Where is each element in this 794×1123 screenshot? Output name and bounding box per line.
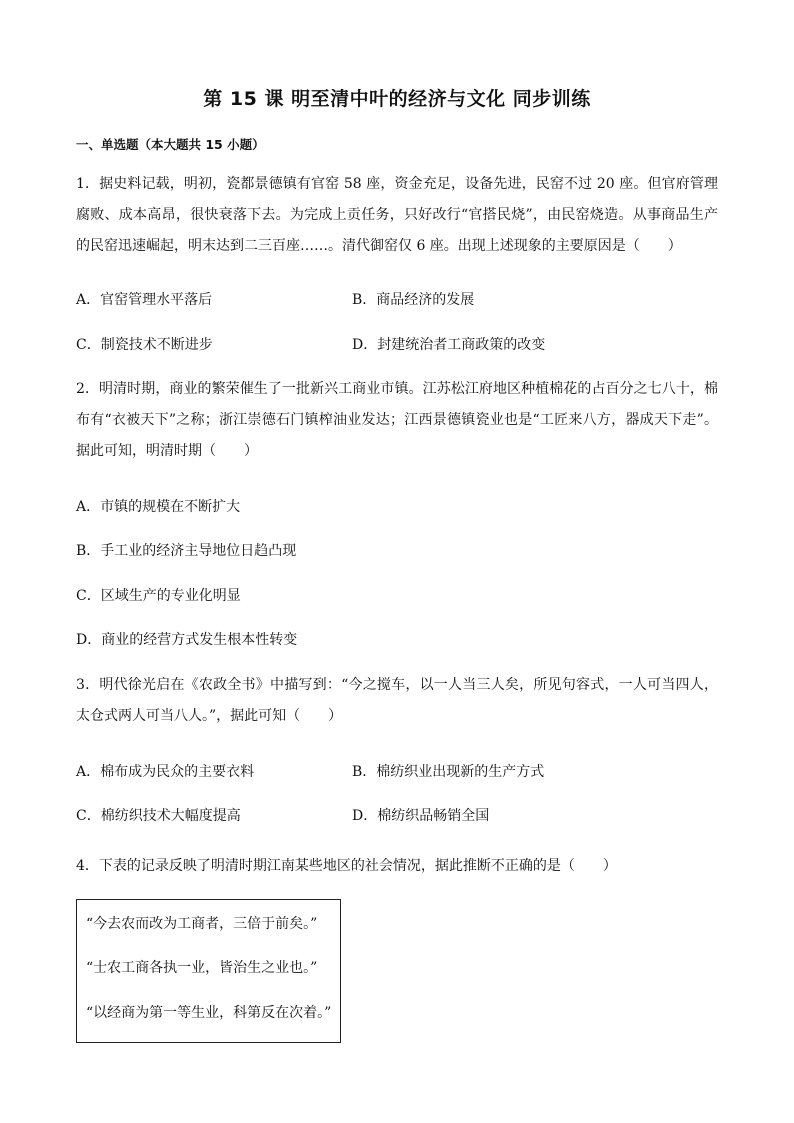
question-2-option-a[interactable]: A．市镇的规模在不断扩大 [76,499,241,515]
quote-table [76,899,341,1043]
question-2-option-b[interactable]: B．手工业的经济主导地位日趋凸现 [76,543,297,559]
question-2-option-c[interactable]: C．区域生产的专业化明显 [76,588,241,604]
question-3-option-b[interactable]: B．棉纺织业出现新的生产方式 [352,764,545,780]
quote-row: “以经商为第一等生业，科第反在次着。” [86,1005,332,1021]
question-1-option-c[interactable]: C．制瓷技术不断进步 [76,337,213,353]
question-4-stem: 4．下表的记录反映了明清时期江南某些地区的社会情况，据此推断不正确的是（ ） [76,858,617,874]
question-2-stem: 2．明清时期，商业的繁荣催生了一批新兴工商业市镇。江苏松江府地区种植棉花的占百分之七八十，棉布有“衣被天下”之称；浙江崇德石门镇榨油业发达；江西景德镇瓷业也是“工匠来八方，器成天下走”。据此可知，明清时期（ ） [76,381,718,459]
question-3-stem: 3．明代徐光启在《农政全书》中描写到：“今之搅车，以一人当三人矣，所见句容式，一人可当四人，太仓式两人可当八人。”，据此可知（ ） [76,677,718,724]
question-1-option-a[interactable]: A．官窑管理水平落后 [76,292,213,308]
document-title: 第 15 课 明至清中叶的经济与文化 同步训练 [203,88,591,110]
question-2-option-d[interactable]: D．商业的经营方式发生根本性转变 [76,632,298,648]
question-1-option-b[interactable]: B．商品经济的发展 [352,292,475,308]
question-3-option-a[interactable]: A．棉布成为民众的主要衣料 [76,764,255,780]
quote-row: “士农工商各执一业，皆治生之业也。” [86,960,318,976]
quote-row: “今去农而改为工商者，三倍于前矣。” [86,916,318,932]
question-1-option-d[interactable]: D．封建统治者工商政策的改变 [352,337,546,353]
question-3-option-d[interactable]: D．棉纺织品畅销全国 [352,808,490,824]
section-heading: 一、单选题（本大题共 15 小题） [76,137,265,152]
question-3-option-c[interactable]: C．棉纺织技术大幅度提高 [76,808,241,824]
question-1-stem: 1．据史料记载，明初，瓷都景德镇有官窑 58 座，资金充足，设备先进，民窑不过 20 座。但官府管理腐败、成本高昂，很快衰落下去。为完成上贡任务，只好改行“官搭民烧”，由民窑烧造。从事商品生产的民窑迅速崛起，明末达到二三百座……。清代御窑仅 6 座。出现上述现象的主要原因是（ ） [76,176,718,254]
